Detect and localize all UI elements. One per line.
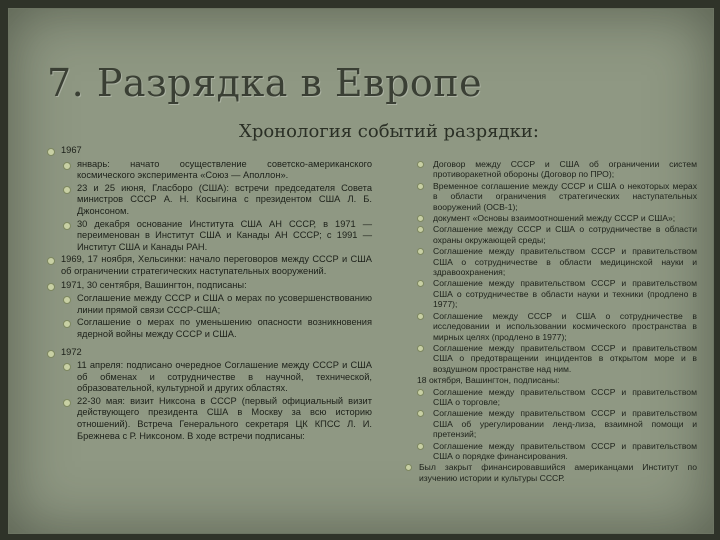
bullet-icon [63, 320, 71, 328]
list-item: Соглашение между правительством СССР и правительством США о сотрудничестве в области медицинской науки и здравоохранения; [407, 246, 697, 277]
list-item: Соглашение между правительством СССР и правительством США о порядке финансирования. [407, 441, 697, 462]
bullet-icon [63, 222, 71, 230]
right-column [407, 159, 697, 484]
slide-subtitle: Хронология событий разрядки: [239, 121, 539, 142]
list-item-1967: 1967 [47, 145, 372, 157]
bullet-icon [417, 226, 424, 233]
list-item: 30 декабря основание Института США АН СССР, в 1971 — переименован в Институт США и Канады АН СССР; с 1991 — Институт США и Канады РАН. [47, 219, 372, 254]
bullet-icon [405, 464, 412, 471]
list-item: Соглашение между правительством СССР и правительством США о сотрудничестве в области науки и техники (продлено в 1977); [407, 278, 697, 309]
bullet-icon [47, 257, 55, 265]
bullet-icon [63, 363, 71, 371]
list-item: 23 и 25 июня, Гласборо (США): встречи председателя Совета министров СССР А. Н. Косыгина с президентом США Л. Б. Джонсоном. [47, 183, 372, 218]
list-item: 11 апреля: подписано очередное Соглашение между СССР и США об обменах и сотрудничестве в научной, технической, образовательной, культурной и других областях. [47, 360, 372, 395]
bullet-icon [47, 148, 55, 156]
list-item: Договор между СССР и США об ограничении систем противоракетной обороны (Договор по ПРО); [407, 159, 697, 180]
list-item-1971: 1971, 30 сентября, Вашингтон, подписаны: [47, 280, 372, 292]
bullet-icon [417, 345, 424, 352]
list-item: Соглашение между правительством СССР и правительством США о предотвращении инцидентов в открытом море и в воздушном пространстве над ним. [407, 343, 697, 374]
list-item: Временное соглашение между СССР и США о некоторых мерах в области ограничения стратегических наступательных вооружений (ОСВ-1); [407, 181, 697, 212]
list-item: Соглашение между СССР и США о мерах по усовершенствованию линии прямой связи СССР-США; [47, 293, 372, 316]
bullet-icon [417, 183, 424, 190]
left-column [47, 145, 372, 443]
list-item-1972: 1972 [47, 347, 372, 359]
bullet-icon [417, 215, 424, 222]
bullet-icon [417, 280, 424, 287]
slide-title: 7. Разрядка в Европе [47, 61, 483, 105]
list-item: Соглашение между СССР и США о сотрудничестве в области охраны окружающей среды; [407, 224, 697, 245]
bullet-icon [63, 399, 71, 407]
bullet-icon [417, 161, 424, 168]
list-item: Соглашение о мерах по уменьшению опасности возникновения ядерной войны между СССР и США. [47, 317, 372, 340]
bullet-icon [63, 186, 71, 194]
date-heading: 18 октября, Вашингтон, подписаны: [417, 375, 560, 386]
bullet-icon [63, 296, 71, 304]
list-item-1969: 1969, 17 ноября, Хельсинки: начало переговоров между СССР и США об ограничении стратегических наступательных вооружений. [47, 254, 372, 277]
slide [8, 8, 714, 534]
list-item: Был закрыт финансировавшийся американцами Институт по изучению истории и культуры СССР. [407, 462, 697, 483]
bullet-icon [47, 350, 55, 358]
list-item: 22-30 мая: визит Никсона в СССР (первый официальный визит действующего президента США в Москву за всю историю отношений). Встреча Генерального секретаря ЦК КПСС Л. И. Брежнева с Р. Никсоном. В ходе встречи подписаны: [47, 396, 372, 442]
list-item: Соглашение между правительством СССР и правительством США о торговле; [407, 387, 697, 408]
bullet-icon [417, 313, 424, 320]
list-item: Соглашение между СССР и США о сотрудничестве в исследовании и использовании космического пространства в мирных целях (продлено в 1977); [407, 311, 697, 342]
list-item: Соглашение между правительством СССР и правительством США об урегулировании ленд-лиза, взаимной помощи и претензий; [407, 408, 697, 439]
bullet-icon [417, 389, 424, 396]
bullet-icon [417, 410, 424, 417]
bullet-icon [417, 248, 424, 255]
bullet-icon [417, 443, 424, 450]
bullet-icon [63, 162, 71, 170]
list-item: документ «Основы взаимоотношений между СССР и США»; [407, 213, 697, 223]
list-item: январь: начато осуществление советско-американского космического эксперимента «Союз — Аполлон». [47, 159, 372, 182]
bullet-icon [47, 283, 55, 291]
